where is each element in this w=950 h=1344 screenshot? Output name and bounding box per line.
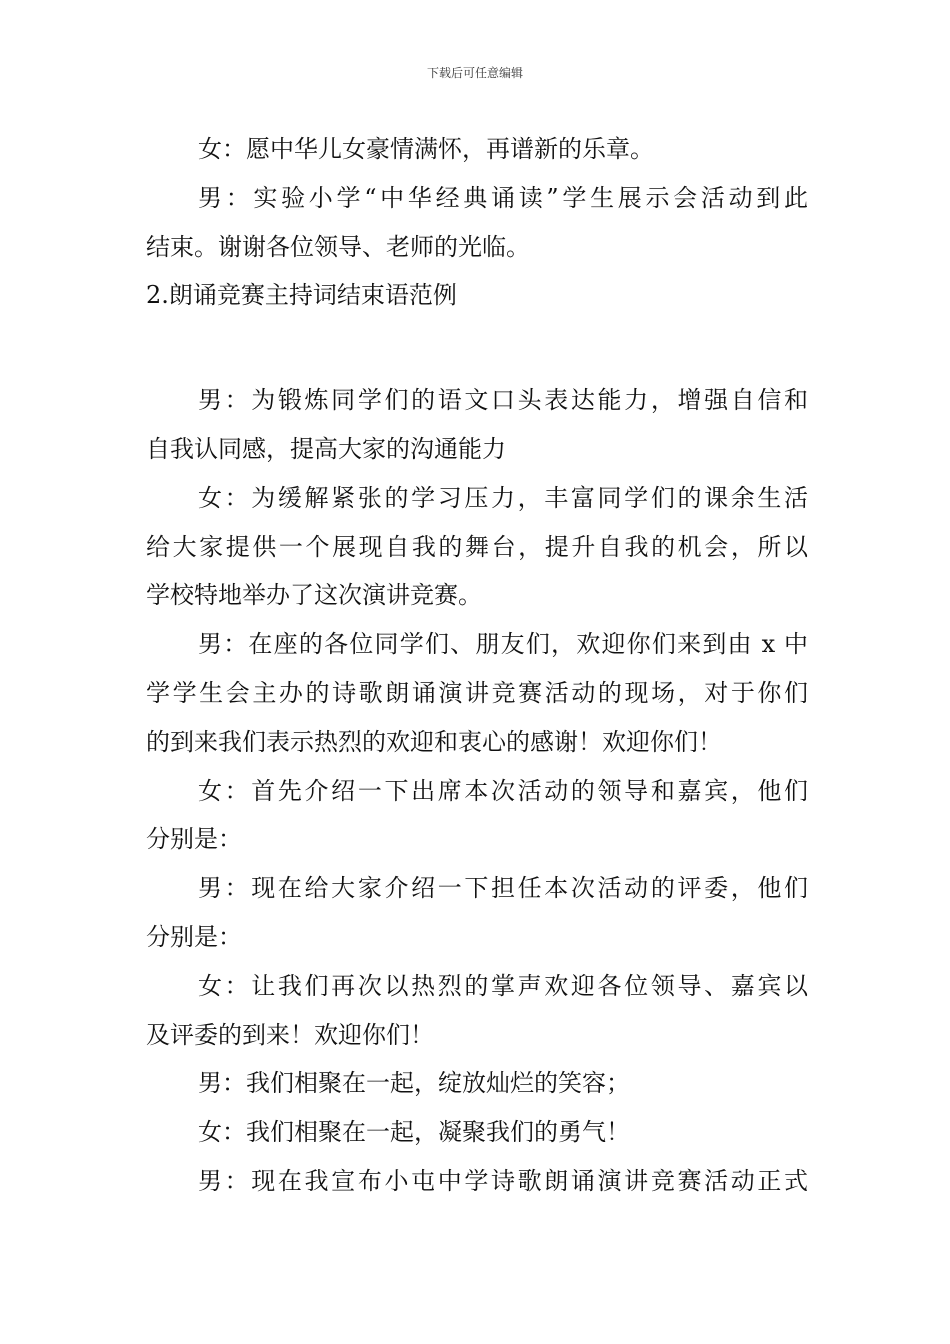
- paragraph-line: 学学生会主办的诗歌朗诵演讲竞赛活动的现场，对于你们: [146, 678, 808, 707]
- paragraph-line: 的到来我们表示热烈的欢迎和衷心的感谢！欢迎你们！: [146, 727, 722, 756]
- paragraph-line: 给大家提供一个展现自我的舞台，提升自我的机会，所以: [146, 532, 808, 561]
- paragraph-line: 学校特地举办了这次演讲竞赛。: [146, 581, 482, 610]
- paragraph-line: 男：我们相聚在一起，绽放灿烂的笑容；: [198, 1069, 630, 1098]
- paragraph-line: 女：我们相聚在一起，凝聚我们的勇气！: [198, 1118, 630, 1147]
- paragraph-line: 男：现在给大家介绍一下担任本次活动的评委，他们: [198, 874, 808, 903]
- paragraph-line: 及评委的到来！欢迎你们！: [146, 1020, 434, 1049]
- blank-spacer: [146, 320, 808, 376]
- paragraph-line: 男：在座的各位同学们、朋友们，欢迎你们来到由 x 中: [198, 630, 808, 659]
- document-body: [146, 125, 808, 1206]
- paragraph-line: 分别是：: [146, 825, 242, 854]
- paragraph-line: 男：实验小学“中华经典诵读”学生展示会活动到此: [198, 183, 808, 212]
- paragraph-line: 分别是：: [146, 922, 242, 951]
- paragraph-line: 自我认同感，提高大家的沟通能力: [146, 434, 506, 463]
- paragraph-line: 男：为锻炼同学们的语文口头表达能力，增强自信和: [198, 386, 808, 415]
- paragraph-line: 女：为缓解紧张的学习压力，丰富同学们的课余生活: [198, 483, 808, 512]
- page-header: 下载后可任意编辑: [426, 66, 523, 80]
- paragraph-line: 女：愿中华儿女豪情满怀，再谱新的乐章。: [198, 135, 654, 163]
- paragraph-line: 女：让我们再次以热烈的掌声欢迎各位领导、嘉宾以: [198, 971, 808, 1000]
- paragraph-line: 男：现在我宣布小屯中学诗歌朗诵演讲竞赛活动正式: [198, 1166, 808, 1195]
- paragraph-line: 结束。谢谢各位领导、老师的光临。: [146, 232, 530, 261]
- section-heading: 2.朗诵竞赛主持词结束语范例: [146, 281, 457, 310]
- paragraph-line: 女：首先介绍一下出席本次活动的领导和嘉宾，他们: [198, 776, 808, 805]
